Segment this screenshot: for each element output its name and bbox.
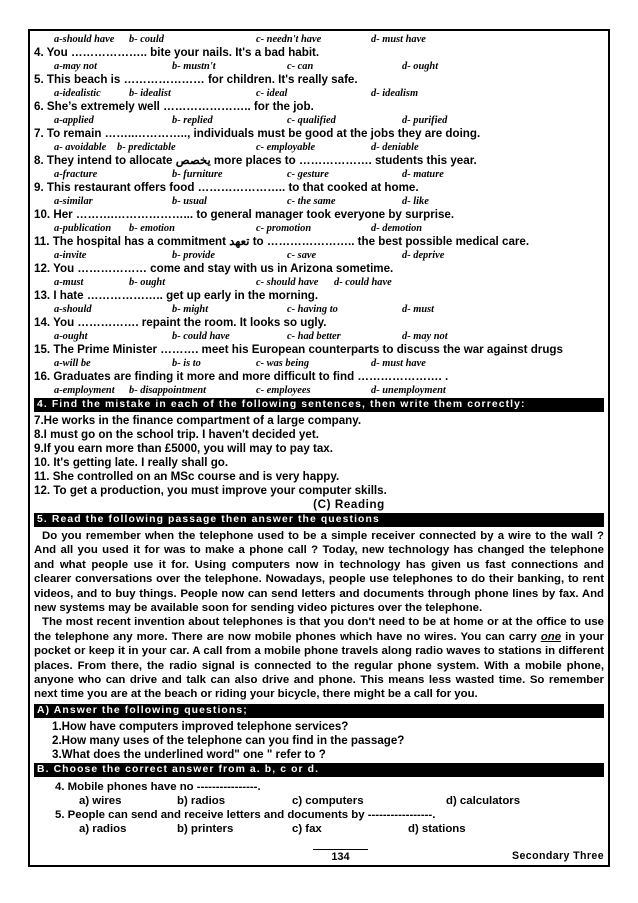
section-5-heading: 5. Read the following passage then answer the questions: [34, 513, 604, 527]
page-frame: [28, 29, 610, 867]
option-d: d- idealism: [371, 88, 419, 99]
mistake-sentence: 12. To get a production, you must improve your computer skills.: [34, 484, 387, 497]
option-a: a-applied: [54, 115, 94, 126]
mistake-sentence: 10. It's getting late. I really shall go.: [34, 456, 229, 469]
option-b: b- predictable: [117, 142, 176, 153]
mistake-sentence: 8.I must go on the school trip. I haven't decided yet.: [34, 428, 319, 441]
question-14: 14. You ……………. repaint the room. It looks so ugly.: [34, 316, 327, 329]
option-b: b- is to: [172, 358, 201, 369]
option-b: b- could have: [172, 331, 230, 342]
mistake-sentence: 7.He works in the finance compartment of a large company.: [34, 414, 362, 427]
passage-paragraph-2: [34, 615, 604, 701]
options-row: [34, 195, 604, 208]
options-row: [34, 168, 604, 181]
option-d: d- must have: [371, 358, 426, 369]
option-d: d) calculators: [446, 794, 521, 807]
option-b: b) radios: [177, 794, 226, 807]
options-row: [34, 330, 604, 343]
options-row: [34, 249, 604, 262]
mc-options-row: [34, 822, 604, 836]
options-row: [34, 357, 604, 370]
section-4-heading: 4. Find the mistake in each of the following sentences, then write them correctly:: [34, 398, 604, 412]
options-row: [34, 222, 604, 235]
mistake-sentence: 9.If you earn more than £5000, you will may to pay tax.: [34, 442, 333, 455]
question-10: 10. Her ……….………………... to general manager took everyone by surprise.: [34, 208, 455, 221]
mc-question-4: 4. Mobile phones have no ----------------.: [55, 780, 261, 793]
question-6: 6. She’s extremely well ………………….. for the job.: [34, 100, 314, 113]
reading-title: (C) Reading: [313, 498, 385, 511]
option-a: a-publication: [54, 223, 112, 234]
question-7: 7. To remain ……..………….., individuals must be good at the jobs they are doing.: [34, 127, 481, 140]
comprehension-question: 2.How many uses of the telephone can you find in the passage?: [52, 733, 405, 747]
comprehension-question: 3.What does the underlined word" one " refer to ?: [52, 747, 326, 761]
questions-a-heading: A) Answer the following questions;: [34, 704, 604, 718]
page-content: [34, 33, 604, 836]
option-b: b- replied: [172, 115, 213, 126]
option-b: b- might: [172, 304, 209, 315]
question-16: 16. Graduates are finding it more and more difficult to find …………………. .: [34, 370, 449, 383]
option-c: c- qualified: [287, 115, 336, 126]
option-d: d- could have: [334, 277, 392, 288]
options-row: [34, 60, 604, 73]
option-c: c- gesture: [287, 169, 329, 180]
question-15: 15. The Prime Minister ………. meet his European counterparts to discuss the war against drugs: [34, 343, 563, 356]
option-c: c- having to: [287, 304, 338, 315]
option-d: d- must have: [371, 34, 426, 45]
passage-text: The most recent invention about telephones is that you don't need to be at home or at the office to use the telephone any more. There are now mobile phones which have no wires. You can carry: [34, 616, 604, 643]
option-c: c- promotion: [256, 223, 312, 234]
option-a: a-similar: [54, 196, 93, 207]
option-d: d- deniable: [371, 142, 419, 153]
option-d: d- purified: [402, 115, 448, 126]
option-b: b- idealist: [129, 88, 171, 99]
options-row: [34, 384, 604, 397]
option-d: d- deprive: [402, 250, 445, 261]
option-c: c- the same: [287, 196, 336, 207]
options-row: [34, 303, 604, 316]
option-b: b- mustn't: [172, 61, 216, 72]
questions-b-heading: B. Choose the correct answer from a. b, c or d.: [34, 763, 604, 777]
option-d: d- unemployment: [371, 385, 446, 396]
options-row: [34, 276, 604, 289]
option-d: d) stations: [408, 822, 466, 835]
option-c: c- needn't have: [256, 34, 322, 45]
option-c: c- can: [287, 61, 314, 72]
mistake-sentence: 11. She controlled on an MSc course and is very happy.: [34, 470, 340, 483]
option-a: a) wires: [79, 794, 122, 807]
option-b: b- emotion: [129, 223, 175, 234]
option-a: a-should have: [54, 34, 115, 45]
page-footer: [30, 849, 610, 865]
option-a: a-employment: [54, 385, 115, 396]
option-a: a-may not: [54, 61, 98, 72]
question-13: 13. I hate ……………….. get up early in the morning.: [34, 289, 319, 302]
options-row: [34, 87, 604, 100]
passage-paragraph-1: Do you remember when the telephone used to be a simple receiver connected by a wire to the wall ? And all you used it for was to make a phone call ? Today, new technology has changed the telephone and what people use it for. Using computers now in technology has given us fast connections and clearer conversations over the telephone. Nowadays, people use telephones to do their banking, to rent videos, and to buy things. People now can send letters and documents through phone lines by fax. And new systems may be available soon for sending video pictures over the telephone.: [34, 530, 604, 615]
option-b: b) printers: [177, 822, 234, 835]
page-number: 134: [313, 849, 368, 864]
option-b: b- ought: [129, 277, 166, 288]
option-c: c) computers: [292, 794, 364, 807]
question-4: 4. You ……………….. bite your nails. It's a bad habit.: [34, 46, 320, 59]
option-d: d- ought: [402, 61, 439, 72]
option-b: b- disappointment: [129, 385, 207, 396]
option-a: a) radios: [79, 822, 127, 835]
option-a: a-should: [54, 304, 92, 315]
option-a: a-invite: [54, 250, 87, 261]
option-c: c- employees: [256, 385, 311, 396]
question-9: 9. This restaurant offers food ………………….. to that cooked at home.: [34, 181, 419, 194]
option-c: c) fax: [292, 822, 322, 835]
option-d: d- demotion: [371, 223, 423, 234]
footer-section-label: Secondary Three: [512, 850, 604, 862]
option-a: a-will be: [54, 358, 91, 369]
option-a: a-must: [54, 277, 84, 288]
option-d: d- like: [402, 196, 429, 207]
option-c: c- should have: [256, 277, 319, 288]
option-b: b- furniture: [172, 169, 223, 180]
comprehension-question: 1.How have computers improved telephone services?: [52, 719, 349, 733]
options-row: [34, 33, 604, 46]
option-b: b- provide: [172, 250, 215, 261]
mc-options-row: [34, 794, 604, 808]
passage-text: in your pocket or keep it in your car. A call from a mobile phone travels along radio waves to stations in different places. From there, the radio signal is connected to the regular phone system. With a mobile phone, anyone who can drive and talk can also drive and phone. This means less wasted time. So remember next time you are at the beach or riding your bicycle, there might be a call for you.: [34, 630, 604, 701]
option-c: c- ideal: [256, 88, 288, 99]
options-row: [34, 141, 604, 154]
question-8: 8. They intend to allocate يخصص more places to ………………. students this year.: [34, 154, 477, 167]
option-a: a-ought: [54, 331, 88, 342]
option-a: a-fracture: [54, 169, 98, 180]
option-b: b- could: [129, 34, 164, 45]
options-row: [34, 114, 604, 127]
underlined-word: one: [540, 630, 562, 643]
option-a: a-idealistic: [54, 88, 101, 99]
option-a: a- avoidable: [54, 142, 107, 153]
question-5: 5. This beach is ………………… for children. It's really safe.: [34, 73, 358, 86]
mc-question-5: 5. People can send and receive letters and documents by -----------------.: [55, 808, 436, 821]
question-11: 11. The hospital has a commitment تعهد to ………………….. the best possible medical care.: [34, 235, 530, 248]
option-d: d- mature: [402, 169, 444, 180]
option-d: d- must: [402, 304, 435, 315]
question-12: 12. You ……………… come and stay with us in Arizona sometime.: [34, 262, 394, 275]
option-d: d- may not: [402, 331, 448, 342]
option-c: c- employable: [256, 142, 316, 153]
option-b: b- usual: [172, 196, 207, 207]
option-c: c- was being: [256, 358, 310, 369]
option-c: c- had better: [287, 331, 341, 342]
option-c: c- save: [287, 250, 317, 261]
